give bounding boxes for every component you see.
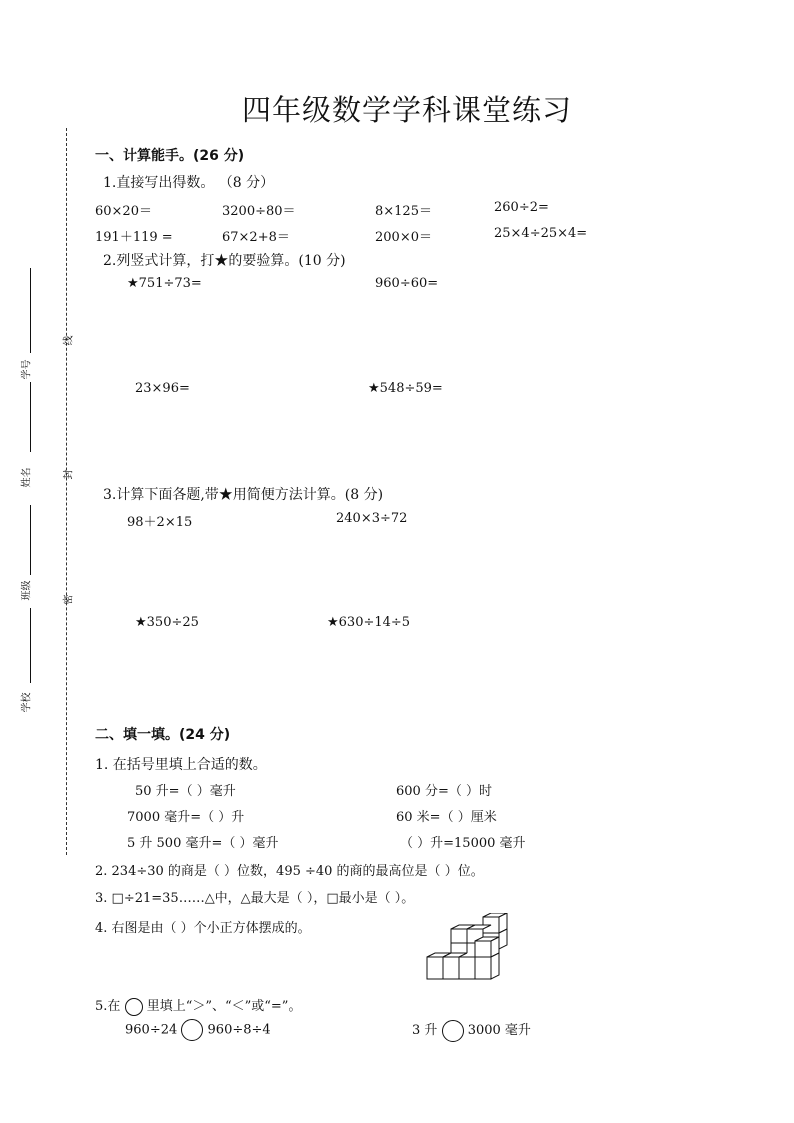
section1-header: 一、计算能手。(26 分) xyxy=(95,148,245,164)
cut-mark-seal: 封 xyxy=(63,469,75,480)
compare-circle-icon[interactable] xyxy=(181,1019,203,1041)
compare-circle-icon[interactable] xyxy=(442,1020,464,1042)
fill-blank-item: 5 升 500 毫升=（ ）毫升 xyxy=(127,836,279,851)
calc-expression: ★350÷25 xyxy=(135,615,199,630)
cube-stack-figure xyxy=(425,913,515,985)
compare-left-a: 960÷24 xyxy=(125,1022,178,1038)
calc-item: 3200÷80＝ xyxy=(222,204,296,219)
vertical-calc-item: ★548÷59= xyxy=(368,381,443,396)
s2-q5-suffix: 里填上“＞”、“＜”或“=”。 xyxy=(146,999,302,1014)
school-underline xyxy=(30,608,31,683)
s2-q1-label: 1. 在括号里填上合适的数。 xyxy=(95,757,267,773)
compare-right-b: 3000 毫升 xyxy=(467,1023,531,1038)
student-id-label: 学号 xyxy=(21,359,33,380)
s2-q5 xyxy=(95,995,301,1016)
vertical-calc-item: ★751÷73= xyxy=(127,276,202,291)
compare-right-a: 3 升 xyxy=(412,1023,438,1038)
s2-q5-prefix: 5.在 xyxy=(95,999,121,1014)
cut-mark-line: 线 xyxy=(63,335,75,346)
fill-blank-item: 600 分=（ ）时 xyxy=(396,784,492,799)
calc-item: 8×125＝ xyxy=(375,204,432,219)
compare-circle-icon xyxy=(125,998,143,1016)
q3-label: 3.计算下面各题,带★用简便方法计算。(8 分) xyxy=(103,487,384,503)
s2-q4: 4. 右图是由（ ）个小正方体摆成的。 xyxy=(95,921,311,936)
calc-item: 191＋119 = xyxy=(95,230,173,245)
fill-blank-item: 7000 毫升=（ ）升 xyxy=(127,810,245,825)
name-label: 姓名 xyxy=(21,467,33,488)
vertical-calc-item: 960÷60= xyxy=(375,276,439,291)
s2-q2: 2. 234÷30 的商是（ ）位数，495 ÷40 的商的最高位是（ ）位。 xyxy=(95,864,484,879)
school-label: 学校 xyxy=(21,692,33,713)
calc-expression: ★630÷14÷5 xyxy=(327,615,411,630)
page-title: 四年级数学学科课堂练习 xyxy=(241,93,572,127)
s2-q3: 3. □÷21=35……△中，△最大是（ ），□最小是（ ）。 xyxy=(95,891,415,906)
calc-item: 67×2+8＝ xyxy=(222,230,290,245)
q1-label: 1.直接写出得数。 （8 分） xyxy=(103,175,275,191)
calc-item: 60×20＝ xyxy=(95,204,152,219)
cut-mark-secret: 密 xyxy=(63,594,75,605)
calc-item: 260÷2= xyxy=(494,200,549,215)
calc-expression: 240×3÷72 xyxy=(336,511,408,526)
class-underline xyxy=(30,505,31,575)
name-underline xyxy=(30,382,31,452)
q2-label: 2.列竖式计算，打★的要验算。(10 分) xyxy=(103,253,346,269)
fill-blank-item: （ ）升=15000 毫升 xyxy=(400,836,526,851)
vertical-calc-item: 23×96= xyxy=(135,381,190,396)
calc-item: 25×4÷25×4= xyxy=(494,226,588,241)
class-label: 班级 xyxy=(21,580,33,601)
calc-item: 200×0＝ xyxy=(375,230,432,245)
compare-left xyxy=(125,1019,271,1041)
calc-expression: 98＋2×15 xyxy=(127,515,193,530)
compare-left-b: 960÷8÷4 xyxy=(207,1022,271,1038)
binding-dashed-line xyxy=(66,128,67,855)
compare-right xyxy=(412,1019,531,1042)
section2-header: 二、填一填。(24 分) xyxy=(95,727,231,743)
fill-blank-item: 60 米=（ ）厘米 xyxy=(396,810,497,825)
fill-blank-item: 50 升=（ ）毫升 xyxy=(135,784,236,799)
student-id-underline xyxy=(30,268,31,353)
